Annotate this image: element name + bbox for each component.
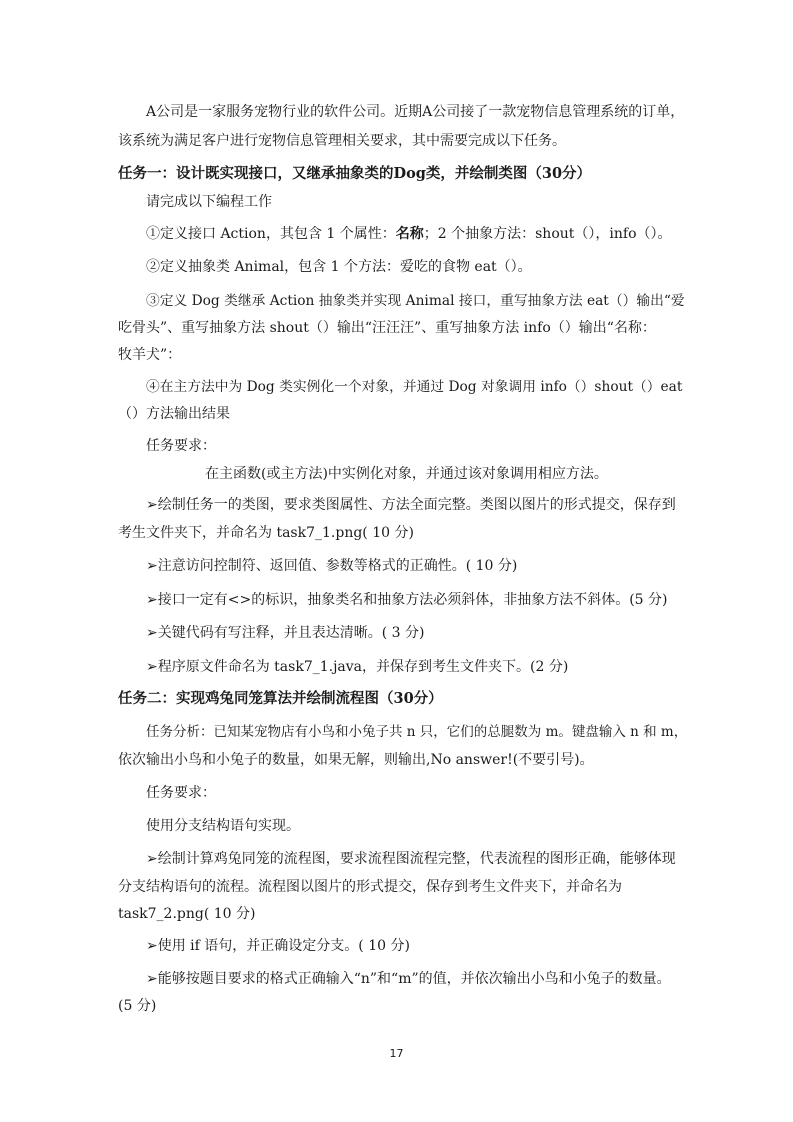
task2-heading: 任务二：实现鸡兔同笼算法并绘制流程图（30分） [118,690,443,707]
task1-step-1-suffix: ；2 个抽象方法：shout（），info（）。 [423,226,672,242]
task1-step-1-bold: 名称 [395,226,424,242]
task2-bullet-1-line-2: 分支结构语句的流程。流程图以图片的形式提交，保存到考生文件夹下，并命名为 [118,879,622,895]
task2-bullet-1-line-3: task7_2.png( 10 分) [118,906,256,922]
task1-step-3-line-2: 吃骨头”、重写抽象方法 shout（）输出“汪汪汪”、重写抽象方法 info（）输出“名称： [118,320,656,336]
task1-bullet-3: ➢接口一定有<>的标识，抽象类名和抽象方法必须斜体，非抽象方法不斜体。(5 分) [146,592,668,608]
task2-bullet-3-line-1: ➢能够按题目要求的格式正确输入“n”和“m”的值，并依次输出小鸟和小兔子的数量。 [146,971,671,987]
task1-heading: 任务一：设计既实现接口，又继承抽象类的Dog类，并绘制类图（30分） [118,165,592,182]
task1-step-3-line-3: 牧羊犬”： [118,347,182,363]
task2-analysis-line-2: 依次输出小鸟和小兔子的数量，如果无解，则输出,No answer!(不要引号)。 [118,752,594,768]
task2-bullet-3-line-2: (5 分) [118,998,157,1014]
task1-requirements-label: 任务要求： [146,438,216,454]
task1-step-1 [146,225,672,243]
task1-step-1-prefix: ①定义接口 Action，其包含 1 个属性： [146,226,396,242]
intro-line-2: 该系统为满足客户进行宠物信息管理相关要求，其中需要完成以下任务。 [118,133,566,149]
task2-requirements-label: 任务要求： [146,785,216,801]
task1-step-2: ②定义抽象类 Animal，包含 1 个方法：爱吃的食物 eat（）。 [146,259,532,275]
task1-requirements-text: 在主函数(或主方法)中实例化对象，并通过该对象调用相应方法。 [205,466,608,482]
task1-instruction: 请完成以下编程工作 [146,194,272,210]
intro-line-1: A公司是一家服务宠物行业的软件公司。近期A公司接了一款宠物信息管理系统的订单， [146,104,685,120]
task2-bullet-2: ➢使用 if 语句，并正确设定分支。( 10 分) [146,938,410,954]
task1-step-4-line-1: ④在主方法中为 Dog 类实例化一个对象，并通过 Dog 对象调用 info（）shout（）eat [146,379,683,395]
task2-analysis-line-1: 任务分析：已知某宠物店有小鸟和小兔子共 n 只，它们的总腿数为 m。键盘输入 n 和 m， [146,724,688,740]
task1-step-4-line-2: （）方法输出结果 [118,406,230,422]
task1-step-3-line-1: ③定义 Dog 类继承 Action 抽象类并实现 Animal 接口，重写抽象方法 eat（）输出“爱 [146,293,685,309]
task1-bullet-5: ➢程序原文件命名为 task7_1.java，并保存到考生文件夹下。(2 分) [146,659,569,675]
task2-bullet-1-line-1: ➢绘制计算鸡兔同笼的流程图，要求流程图流程完整，代表流程的图形正确，能够体现 [146,851,676,867]
task1-bullet-2: ➢注意访问控制符、返回值、参数等格式的正确性。( 10 分) [146,558,518,574]
task2-requirements-text: 使用分支结构语句实现。 [146,818,300,834]
task1-bullet-1-line-2: 考生文件夹下，并命名为 task7_1.png( 10 分) [118,525,414,541]
task1-bullet-1-line-1: ➢绘制任务一的类图，要求类图属性、方法全面完整。类图以图片的形式提交，保存到 [146,497,676,513]
task1-bullet-4: ➢关键代码有写注释，并且表达清晰。( 3 分) [146,625,425,641]
page-number: 17 [389,1047,404,1060]
